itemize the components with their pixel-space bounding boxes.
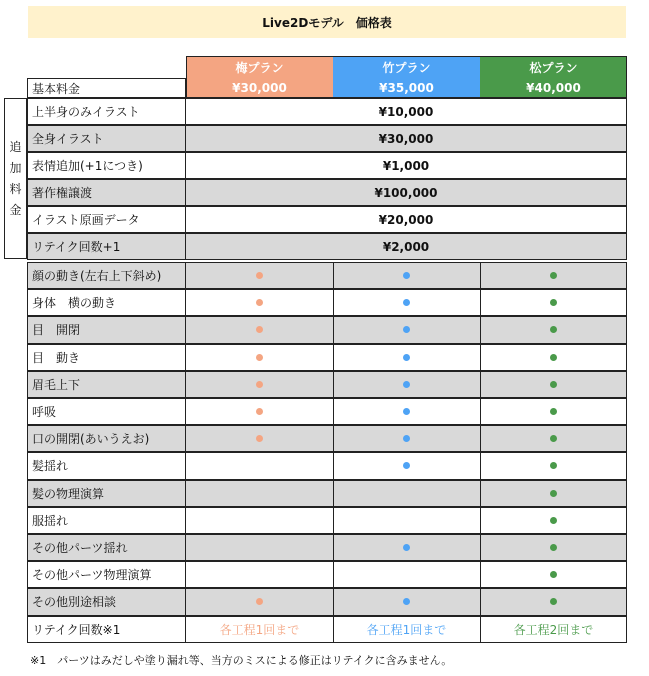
feature-cell bbox=[333, 507, 480, 534]
retake-label: リテイク回数※1 bbox=[27, 616, 186, 643]
feature-cell bbox=[333, 480, 480, 507]
footnote: ※1 パーツはみだしや塗り漏れ等、当方のミスによる修正はリテイクに含みません。 bbox=[30, 654, 453, 667]
included-dot-icon bbox=[403, 598, 410, 605]
feature-cell bbox=[333, 344, 480, 371]
feature-cell bbox=[186, 371, 333, 398]
included-dot-icon bbox=[550, 571, 557, 578]
included-dot-icon bbox=[403, 299, 410, 306]
feature-cell bbox=[480, 507, 627, 534]
addon-price: ¥10,000 bbox=[186, 98, 627, 125]
feature-cell bbox=[186, 452, 333, 479]
included-dot-icon bbox=[403, 462, 410, 469]
addon-title-char: 金 bbox=[9, 202, 22, 217]
feature-cell bbox=[333, 561, 480, 588]
included-dot-icon bbox=[256, 381, 263, 388]
addon-price: ¥100,000 bbox=[186, 179, 627, 206]
included-dot-icon bbox=[403, 272, 410, 279]
feature-cell bbox=[480, 425, 627, 452]
feature-cell bbox=[480, 262, 627, 289]
feature-label: 眉毛上下 bbox=[27, 371, 186, 398]
included-dot-icon bbox=[550, 517, 557, 524]
addon-label: 上半身のみイラスト bbox=[27, 98, 186, 125]
included-dot-icon bbox=[256, 435, 263, 442]
feature-cell bbox=[186, 425, 333, 452]
feature-label: その他パーツ物理演算 bbox=[27, 561, 186, 588]
feature-cell bbox=[333, 452, 480, 479]
included-dot-icon bbox=[256, 326, 263, 333]
feature-cell bbox=[333, 316, 480, 343]
retake-value: 各工程1回まで bbox=[333, 616, 480, 643]
feature-cell bbox=[186, 561, 333, 588]
feature-cell bbox=[480, 344, 627, 371]
feature-label: その他パーツ揺れ bbox=[27, 534, 186, 561]
feature-cell bbox=[186, 588, 333, 615]
feature-label: その他別途相談 bbox=[27, 588, 186, 615]
included-dot-icon bbox=[550, 490, 557, 497]
included-dot-icon bbox=[550, 299, 557, 306]
feature-cell bbox=[333, 425, 480, 452]
feature-label: 服揺れ bbox=[27, 507, 186, 534]
addon-label: イラスト原画データ bbox=[27, 206, 186, 233]
feature-cell bbox=[186, 344, 333, 371]
feature-cell bbox=[186, 507, 333, 534]
included-dot-icon bbox=[550, 598, 557, 605]
feature-cell bbox=[480, 452, 627, 479]
feature-cell bbox=[480, 398, 627, 425]
included-dot-icon bbox=[550, 544, 557, 551]
feature-cell bbox=[333, 534, 480, 561]
feature-cell bbox=[186, 398, 333, 425]
feature-label: 口の開閉(あいうえお) bbox=[27, 425, 186, 452]
plan-header: 松プラン bbox=[480, 56, 627, 78]
column-divider bbox=[333, 262, 334, 643]
addon-title-char: 追 bbox=[9, 139, 22, 154]
included-dot-icon bbox=[550, 435, 557, 442]
feature-cell bbox=[480, 480, 627, 507]
included-dot-icon bbox=[403, 326, 410, 333]
included-dot-icon bbox=[256, 299, 263, 306]
addon-price: ¥30,000 bbox=[186, 125, 627, 152]
retake-value: 各工程2回まで bbox=[480, 616, 627, 643]
feature-cell bbox=[186, 289, 333, 316]
included-dot-icon bbox=[550, 326, 557, 333]
included-dot-icon bbox=[256, 354, 263, 361]
feature-cell bbox=[186, 316, 333, 343]
included-dot-icon bbox=[550, 408, 557, 415]
feature-cell bbox=[186, 534, 333, 561]
feature-label: 髪揺れ bbox=[27, 452, 186, 479]
feature-cell bbox=[480, 289, 627, 316]
addon-label: 表情追加(+1につき) bbox=[27, 152, 186, 179]
addon-title bbox=[4, 98, 27, 259]
feature-cell bbox=[480, 371, 627, 398]
feature-cell bbox=[333, 262, 480, 289]
included-dot-icon bbox=[403, 381, 410, 388]
addon-label: 全身イラスト bbox=[27, 125, 186, 152]
addon-price: ¥2,000 bbox=[186, 233, 627, 260]
addon-label: 著作権譲渡 bbox=[27, 179, 186, 206]
feature-cell bbox=[186, 262, 333, 289]
column-divider bbox=[480, 262, 481, 643]
feature-cell bbox=[480, 534, 627, 561]
included-dot-icon bbox=[403, 435, 410, 442]
feature-cell bbox=[186, 480, 333, 507]
feature-cell bbox=[480, 561, 627, 588]
addon-label: リテイク回数+1 bbox=[27, 233, 186, 260]
feature-label: 顔の動き(左右上下斜め) bbox=[27, 262, 186, 289]
column-divider bbox=[626, 262, 627, 643]
feature-label: 身体 横の動き bbox=[27, 289, 186, 316]
addon-price: ¥20,000 bbox=[186, 206, 627, 233]
plan-header: 竹プラン bbox=[333, 56, 480, 78]
included-dot-icon bbox=[403, 354, 410, 361]
feature-cell bbox=[480, 588, 627, 615]
included-dot-icon bbox=[550, 272, 557, 279]
feature-cell bbox=[333, 588, 480, 615]
included-dot-icon bbox=[550, 462, 557, 469]
feature-label: 呼吸 bbox=[27, 398, 186, 425]
feature-label: 目 動き bbox=[27, 344, 186, 371]
base-price-label: 基本料金 bbox=[27, 78, 186, 98]
included-dot-icon bbox=[256, 598, 263, 605]
feature-label: 髪の物理演算 bbox=[27, 480, 186, 507]
addon-price: ¥1,000 bbox=[186, 152, 627, 179]
included-dot-icon bbox=[550, 381, 557, 388]
feature-cell bbox=[480, 316, 627, 343]
feature-cell bbox=[333, 371, 480, 398]
feature-cell bbox=[333, 289, 480, 316]
included-dot-icon bbox=[550, 354, 557, 361]
feature-label: 目 開閉 bbox=[27, 316, 186, 343]
base-price-value: ¥35,000 bbox=[333, 78, 480, 98]
included-dot-icon bbox=[256, 272, 263, 279]
feature-cell bbox=[333, 398, 480, 425]
addon-title-char: 料 bbox=[9, 181, 22, 196]
included-dot-icon bbox=[256, 408, 263, 415]
included-dot-icon bbox=[403, 544, 410, 551]
base-price-value: ¥30,000 bbox=[186, 78, 333, 98]
included-dot-icon bbox=[403, 408, 410, 415]
base-price-value: ¥40,000 bbox=[480, 78, 627, 98]
addon-title-char: 加 bbox=[9, 160, 22, 175]
retake-value: 各工程1回まで bbox=[186, 616, 333, 643]
page-title: Live2Dモデル 価格表 bbox=[28, 6, 626, 38]
plan-header: 梅プラン bbox=[186, 56, 333, 78]
